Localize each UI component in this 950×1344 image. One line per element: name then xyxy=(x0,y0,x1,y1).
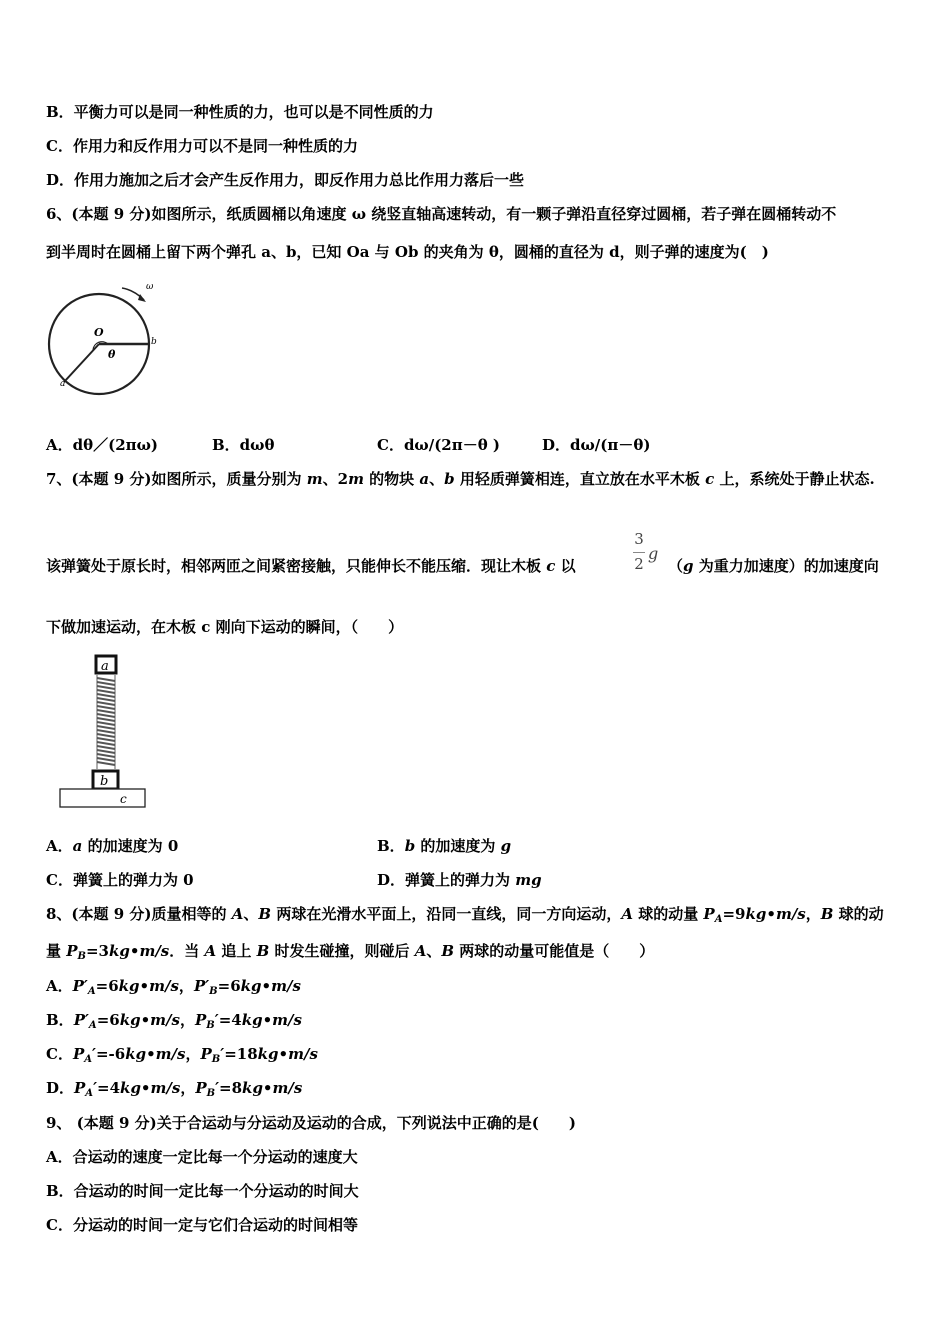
q6-cylinder-figure xyxy=(42,278,172,398)
q8-option-d: D．$P_A'=4kg•m/s$，$P_B'=8kg•m/s$ xyxy=(46,1079,303,1099)
center-o-label: O xyxy=(94,326,104,339)
board-c xyxy=(60,789,145,807)
q7-spring-figure xyxy=(56,652,166,812)
q9-option-b: B．合运动的时间一定比每一个分运动的时间大 xyxy=(46,1182,359,1200)
q5-option-b: B．平衡力可以是同一种性质的力，也可以是不同性质的力 xyxy=(46,103,434,121)
theta-label: θ xyxy=(108,348,116,361)
q7-option-b: B．b 的加速度为 g xyxy=(377,837,512,855)
q8-option-c: C．$P_A'=-6kg•m/s$，$P_B'=18kg•m/s$ xyxy=(46,1045,318,1065)
q6-option-a: A．dθ／(2πω) xyxy=(46,436,159,454)
q7-text-line2b: （g 为重力加速度）的加速度向 xyxy=(668,557,879,575)
q7-option-c: C．弹簧上的弹力为 0 xyxy=(46,871,194,889)
block-b-label: b xyxy=(100,774,109,789)
q5-option-c: C．作用力和反作用力可以不是同一种性质的力 xyxy=(46,137,358,155)
q8-text-line1: 8、(本题 9 分)质量相等的 A、B 两球在光滑水平面上，沿同一直线，同一方向运动，A 球的动量 $P_A=9kg•m/s$，B 球的动 xyxy=(46,905,884,925)
omega-label: ω xyxy=(146,282,154,292)
q9-option-c: C．分运动的时间一定与它们合运动的时间相等 xyxy=(46,1216,358,1234)
fraction-bar xyxy=(633,552,645,553)
q6-text-line2: 到半周时在圆桶上留下两个弹孔 a、b，已知 Oa 与 Ob 的夹角为 θ，圆桶的直径为 d，则子弹的速度为( ) xyxy=(46,243,769,261)
radius-oa xyxy=(64,344,99,382)
q6-option-c: C．dω/(2π－θ ) xyxy=(377,436,501,454)
q9-title: 9、 (本题 9 分)关于合运动与分运动及运动的合成，下列说法中正确的是( ) xyxy=(46,1114,576,1132)
fraction-denominator: 2 xyxy=(634,555,644,573)
point-b-label: b xyxy=(151,337,157,347)
q8-text-line2: 量 $P_B=3kg•m/s$．当 A 追上 B 时发生碰撞，则碰后 A、B 两球的动量可能值是（ ） xyxy=(46,942,655,962)
board-c-label: c xyxy=(120,792,127,806)
fraction-numerator: 3 xyxy=(634,530,644,548)
q7-text-line2a: 该弹簧处于原长时，相邻两匝之间紧密接触，只能伸长不能压缩．现让木板 c 以 xyxy=(46,557,576,575)
q6-option-b: B．dωθ xyxy=(212,436,275,454)
q7-text-line3: 下做加速运动，在木板 c 刚向下运动的瞬间，（ ） xyxy=(46,618,404,636)
q9-option-a: A．合运动的速度一定比每一个分运动的速度大 xyxy=(46,1148,358,1166)
q7-text-line1: 7、(本题 9 分)如图所示，质量分别为 m、2m 的物块 a、b 用轻质弹簧相连，直立放在水平木板 c 上，系统处于静止状态. xyxy=(46,470,875,488)
q8-option-b: B．$P'_A=6kg•m/s$，$P_B'=4kg•m/s$ xyxy=(46,1011,302,1031)
q7-option-d: D．弹簧上的弹力为 mg xyxy=(377,871,542,889)
spring-coil xyxy=(97,675,115,769)
block-a-label: a xyxy=(101,659,109,674)
q8-option-a: A．$P'_A=6kg•m/s$，$P'_B=6kg•m/s$ xyxy=(46,977,301,997)
q5-option-d: D．作用力施加之后才会产生反作用力，即反作用力总比作用力落后一些 xyxy=(46,171,525,189)
q6-option-d: D．dω/(π－θ) xyxy=(542,436,651,454)
point-a-label: a xyxy=(60,379,66,389)
q7-option-a: A．a 的加速度为 0 xyxy=(46,837,179,855)
fraction-g: g xyxy=(648,544,659,563)
q6-text-line1: 6、(本题 9 分)如图所示，纸质圆桶以角速度 ω 绕竖直轴高速转动，有一颗子弹沿直径穿过圆桶，若子弹在圆桶转动不 xyxy=(46,205,837,223)
